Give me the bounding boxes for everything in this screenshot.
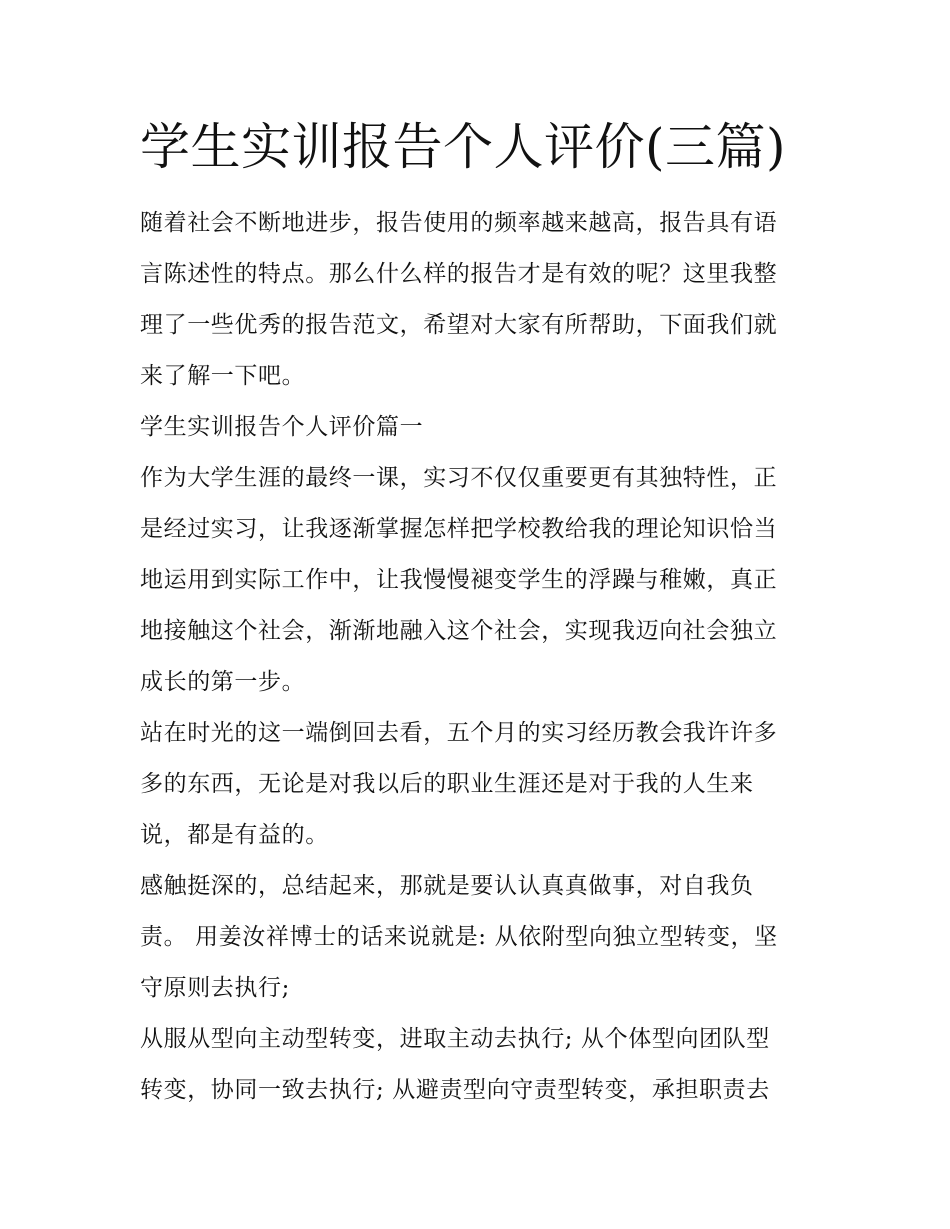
text-line: 理了一些优秀的报告范文，希望对大家有所帮助，下面我们就: [140, 312, 778, 338]
text-line: 来了解一下吧。: [140, 363, 306, 389]
text-line: 责。 用姜汝祥博士的话来说就是: 从依附型向独立型转变，坚: [140, 924, 778, 950]
text-line: 作为大学生涯的最终一课，实习不仅仅重要更有其独特性，正: [140, 465, 778, 491]
text-line: 多的东西，无论是对我以后的职业生涯还是对于我的人生来: [140, 771, 754, 797]
text-line: 说，都是有益的。: [140, 822, 329, 848]
document-body: [140, 198, 820, 1116]
text-line: 随着社会不断地进步，报告使用的频率越来越高，报告具有语: [140, 210, 778, 236]
document-title: 学生实训报告个人评价(三篇): [140, 118, 787, 176]
text-line: 言陈述性的特点。那么什么样的报告才是有效的呢？这里我整: [140, 261, 778, 287]
text-line: 站在时光的这一端倒回去看，五个月的实习经历教会我许许多: [140, 720, 778, 746]
text-line: 是经过实习，让我逐渐掌握怎样把学校教给我的理论知识恰当: [140, 516, 778, 542]
text-line: 地运用到实际工作中，让我慢慢褪变学生的浮躁与稚嫩，真正: [140, 567, 778, 593]
text-line: 地接触这个社会，渐渐地融入这个社会，实现我迈向社会独立: [140, 618, 778, 644]
text-line: 转变，协同一致去执行; 从避责型向守责型转变，承担职责去: [140, 1077, 770, 1103]
text-line: 成长的第一步。: [140, 669, 306, 695]
text-line: 感触挺深的，总结起来，那就是要认认真真做事，对自我负: [140, 873, 754, 899]
text-line: 守原则去执行;: [140, 975, 290, 1001]
text-line: 从服从型向主动型转变，进取主动去执行; 从个体型向团队型: [140, 1026, 770, 1052]
section-heading: 学生实训报告个人评价篇一: [140, 414, 424, 440]
